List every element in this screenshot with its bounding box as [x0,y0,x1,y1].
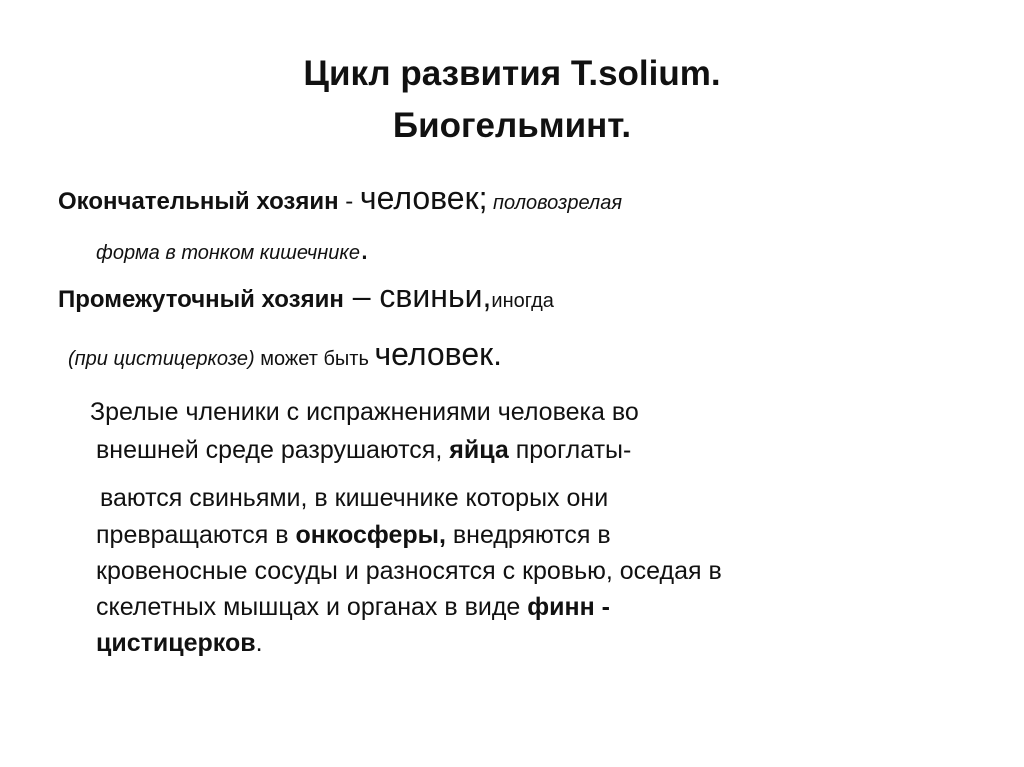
description-line-1: Зрелые членики с испражнениями человека во [90,398,639,426]
description-line-5: кровеносные сосуды и разносятся с кровью, оседая в [96,557,722,585]
title-line-1: Цикл развития T.solium. [303,54,721,93]
definitive-host-detail-2: форма в тонком кишечнике [96,242,360,264]
definitive-host-detail-1: половозрелая [487,192,622,214]
description-line-4-b: внедряются в [445,521,611,549]
description-line-6-a: скелетных мышцах и органах в виде [96,593,528,621]
description-line-2 [96,436,631,465]
finn-term: финн - [527,593,610,621]
description-line-7-end: . [255,629,263,657]
definitive-host-detail-line [96,230,369,267]
eggs-term: яйца [449,436,509,464]
definitive-host-dash: - [338,188,360,215]
description-line-4-a: превращаются в [96,521,296,549]
intermediate-host-line [58,278,554,315]
description-line-2-a: внешней среде разрушаются, [96,436,450,464]
description-line-3: ваются свиньями, в кишечнике которых они [100,484,609,512]
description-line-7 [96,629,263,658]
cysticercus-term: цистицерков [96,629,256,657]
definitive-host-semicolon: ; [478,180,488,216]
intermediate-host-condition: (при цистицеркозе) [68,348,255,370]
intermediate-host-condition-line [68,336,502,373]
intermediate-host-label: Промежуточный хозяин [58,286,344,313]
description-line-6 [96,593,610,622]
definitive-host-line [58,180,622,217]
definitive-host-label: Окончательный хозяин [58,188,339,215]
description-line-2-b: проглаты- [508,436,632,464]
slide-title [0,48,1024,152]
intermediate-host-dash: – [343,278,380,314]
intermediate-host-sometimes: иногда [491,290,554,312]
oncosphere-term: онкосферы, [295,521,446,549]
definitive-host-name: человек [359,180,479,216]
description-line-4 [96,521,611,550]
title-line-2: Биогельминт. [392,106,632,145]
intermediate-host-name: свиньи, [379,278,492,314]
intermediate-host-human: человек. [374,336,502,372]
definitive-host-period: . [359,230,369,266]
intermediate-host-may-be: может быть [254,348,375,370]
